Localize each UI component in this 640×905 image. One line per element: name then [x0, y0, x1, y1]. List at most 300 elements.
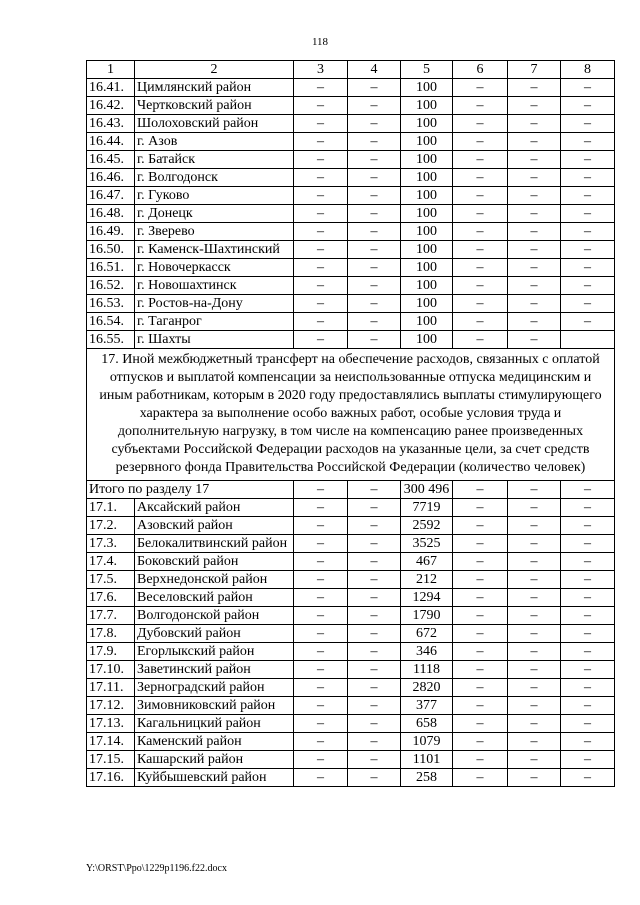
value-c7: –: [508, 607, 561, 625]
value-c4: –: [348, 259, 401, 277]
total-row: [87, 481, 615, 499]
value-c6: –: [453, 535, 508, 553]
value-c6: –: [453, 205, 508, 223]
table-row: [87, 241, 615, 259]
value-c8: –: [561, 241, 615, 259]
table-row: [87, 187, 615, 205]
value-c3: –: [294, 661, 348, 679]
row-number: 17.7.: [87, 607, 135, 625]
value-c5: 1118: [401, 661, 453, 679]
table-row: [87, 313, 615, 331]
municipality-name: г. Таганрог: [135, 313, 294, 331]
municipality-name: Заветинский район: [135, 661, 294, 679]
value-c4: –: [348, 151, 401, 169]
value-c3: –: [294, 259, 348, 277]
value-c6: –: [453, 715, 508, 733]
value-c3: –: [294, 733, 348, 751]
municipality-name: Азовский район: [135, 517, 294, 535]
table-row: [87, 625, 615, 643]
value-c8: –: [561, 277, 615, 295]
column-header: 1: [87, 61, 135, 79]
value-c4: –: [348, 607, 401, 625]
value-c5: 658: [401, 715, 453, 733]
value-c7: –: [508, 715, 561, 733]
value-c7: –: [508, 589, 561, 607]
row-number: 16.50.: [87, 241, 135, 259]
value-c5: 3525: [401, 535, 453, 553]
value-c4: –: [348, 205, 401, 223]
table-row: [87, 715, 615, 733]
value-c7: –: [508, 259, 561, 277]
total-c3: –: [294, 481, 348, 499]
municipality-name: г. Батайск: [135, 151, 294, 169]
table-row: [87, 751, 615, 769]
row-number: 17.9.: [87, 643, 135, 661]
value-c6: –: [453, 187, 508, 205]
value-c6: –: [453, 643, 508, 661]
value-c3: –: [294, 295, 348, 313]
value-c3: –: [294, 241, 348, 259]
value-c7: –: [508, 331, 561, 349]
value-c3: –: [294, 115, 348, 133]
value-c3: –: [294, 223, 348, 241]
table-row: [87, 151, 615, 169]
row-number: 16.45.: [87, 151, 135, 169]
value-c7: –: [508, 661, 561, 679]
value-c8: –: [561, 679, 615, 697]
value-c5: 1079: [401, 733, 453, 751]
total-c7: –: [508, 481, 561, 499]
value-c4: –: [348, 535, 401, 553]
row-number: 17.2.: [87, 517, 135, 535]
municipality-name: г. Волгодонск: [135, 169, 294, 187]
table-row: [87, 169, 615, 187]
value-c5: 1790: [401, 607, 453, 625]
total-c6: –: [453, 481, 508, 499]
municipality-name: Веселовский район: [135, 589, 294, 607]
value-c8: –: [561, 169, 615, 187]
value-c3: –: [294, 97, 348, 115]
value-c4: –: [348, 79, 401, 97]
value-c3: –: [294, 277, 348, 295]
value-c7: –: [508, 97, 561, 115]
value-c3: –: [294, 79, 348, 97]
value-c4: –: [348, 769, 401, 787]
value-c3: –: [294, 571, 348, 589]
value-c5: 377: [401, 697, 453, 715]
table-row: [87, 589, 615, 607]
municipality-name: Чертковский район: [135, 97, 294, 115]
value-c7: –: [508, 751, 561, 769]
value-c3: –: [294, 625, 348, 643]
value-c8: –: [561, 607, 615, 625]
table-row: [87, 115, 615, 133]
value-c6: –: [453, 517, 508, 535]
table-row: [87, 733, 615, 751]
value-c5: 7719: [401, 499, 453, 517]
table-row: [87, 259, 615, 277]
value-c6: –: [453, 679, 508, 697]
row-number: 17.1.: [87, 499, 135, 517]
row-number: 16.41.: [87, 79, 135, 97]
row-number: 16.48.: [87, 205, 135, 223]
value-c6: –: [453, 589, 508, 607]
value-c8: –: [561, 499, 615, 517]
value-c5: 2592: [401, 517, 453, 535]
value-c6: –: [453, 499, 508, 517]
value-c5: 100: [401, 187, 453, 205]
row-number: 16.49.: [87, 223, 135, 241]
value-c3: –: [294, 331, 348, 349]
value-c5: 1294: [401, 589, 453, 607]
value-c6: –: [453, 571, 508, 589]
value-c7: –: [508, 535, 561, 553]
value-c4: –: [348, 313, 401, 331]
value-c5: 100: [401, 223, 453, 241]
table-row: [87, 499, 615, 517]
municipality-name: Куйбышевский район: [135, 769, 294, 787]
value-c7: –: [508, 79, 561, 97]
value-c4: –: [348, 643, 401, 661]
row-number: 16.42.: [87, 97, 135, 115]
value-c7: –: [508, 115, 561, 133]
value-c8: [561, 331, 615, 349]
value-c5: 346: [401, 643, 453, 661]
value-c4: –: [348, 277, 401, 295]
value-c4: –: [348, 169, 401, 187]
value-c6: –: [453, 295, 508, 313]
value-c7: –: [508, 697, 561, 715]
value-c5: 100: [401, 151, 453, 169]
row-number: 16.43.: [87, 115, 135, 133]
row-number: 17.16.: [87, 769, 135, 787]
value-c5: 212: [401, 571, 453, 589]
value-c3: –: [294, 535, 348, 553]
value-c4: –: [348, 133, 401, 151]
row-number: 17.5.: [87, 571, 135, 589]
page-number: 118: [311, 36, 329, 48]
value-c4: –: [348, 115, 401, 133]
value-c5: 467: [401, 553, 453, 571]
value-c6: –: [453, 79, 508, 97]
value-c7: –: [508, 277, 561, 295]
value-c7: –: [508, 553, 561, 571]
value-c6: –: [453, 151, 508, 169]
table-row: [87, 205, 615, 223]
value-c6: –: [453, 115, 508, 133]
table-row: [87, 517, 615, 535]
row-number: 17.4.: [87, 553, 135, 571]
value-c5: 2820: [401, 679, 453, 697]
row-number: 16.54.: [87, 313, 135, 331]
value-c7: –: [508, 205, 561, 223]
municipality-name: Кашарский район: [135, 751, 294, 769]
value-c8: –: [561, 571, 615, 589]
value-c4: –: [348, 589, 401, 607]
table-row: [87, 331, 615, 349]
table-row: [87, 661, 615, 679]
value-c6: –: [453, 769, 508, 787]
value-c7: –: [508, 499, 561, 517]
allocation-table: [86, 60, 615, 787]
municipality-name: Каменский район: [135, 733, 294, 751]
municipality-name: Егорлыкский район: [135, 643, 294, 661]
value-c7: –: [508, 169, 561, 187]
value-c5: 100: [401, 277, 453, 295]
value-c6: –: [453, 223, 508, 241]
value-c3: –: [294, 499, 348, 517]
value-c4: –: [348, 733, 401, 751]
value-c7: –: [508, 571, 561, 589]
row-number: 16.53.: [87, 295, 135, 313]
value-c6: –: [453, 607, 508, 625]
table-row: [87, 79, 615, 97]
value-c8: –: [561, 733, 615, 751]
value-c7: –: [508, 643, 561, 661]
value-c5: 100: [401, 295, 453, 313]
value-c6: –: [453, 241, 508, 259]
column-header: 2: [135, 61, 294, 79]
value-c5: 100: [401, 115, 453, 133]
value-c8: –: [561, 187, 615, 205]
value-c8: –: [561, 535, 615, 553]
value-c7: –: [508, 295, 561, 313]
value-c5: 100: [401, 133, 453, 151]
value-c4: –: [348, 715, 401, 733]
value-c3: –: [294, 151, 348, 169]
municipality-name: Белокалитвинский район: [135, 535, 294, 553]
value-c7: –: [508, 151, 561, 169]
value-c3: –: [294, 517, 348, 535]
table-row: [87, 571, 615, 589]
municipality-name: Зерноградский район: [135, 679, 294, 697]
row-number: 17.12.: [87, 697, 135, 715]
column-header-row: [87, 61, 615, 79]
value-c8: –: [561, 97, 615, 115]
table-row: [87, 769, 615, 787]
value-c8: –: [561, 79, 615, 97]
column-header: 5: [401, 61, 453, 79]
table-row: [87, 97, 615, 115]
value-c5: 100: [401, 205, 453, 223]
value-c5: 100: [401, 79, 453, 97]
row-number: 17.8.: [87, 625, 135, 643]
value-c3: –: [294, 643, 348, 661]
value-c6: –: [453, 553, 508, 571]
value-c4: –: [348, 751, 401, 769]
value-c8: –: [561, 295, 615, 313]
municipality-name: Цимлянский район: [135, 79, 294, 97]
value-c3: –: [294, 187, 348, 205]
value-c5: 100: [401, 241, 453, 259]
value-c7: –: [508, 223, 561, 241]
value-c6: –: [453, 133, 508, 151]
value-c3: –: [294, 169, 348, 187]
value-c8: –: [561, 205, 615, 223]
value-c8: –: [561, 313, 615, 331]
value-c6: –: [453, 277, 508, 295]
municipality-name: Дубовский район: [135, 625, 294, 643]
value-c3: –: [294, 553, 348, 571]
table-row: [87, 553, 615, 571]
value-c4: –: [348, 517, 401, 535]
municipality-name: г. Новочеркасск: [135, 259, 294, 277]
value-c7: –: [508, 769, 561, 787]
value-c8: –: [561, 715, 615, 733]
value-c4: –: [348, 223, 401, 241]
value-c4: –: [348, 679, 401, 697]
value-c6: –: [453, 661, 508, 679]
row-number: 17.6.: [87, 589, 135, 607]
table-row: [87, 643, 615, 661]
column-header: 4: [348, 61, 401, 79]
value-c6: –: [453, 169, 508, 187]
municipality-name: г. Шахты: [135, 331, 294, 349]
value-c6: –: [453, 259, 508, 277]
value-c7: –: [508, 133, 561, 151]
value-c3: –: [294, 589, 348, 607]
file-path-footer: Y:\ORST\Ppo\1229p1196.f22.docx: [86, 863, 227, 874]
table-row: [87, 295, 615, 313]
value-c5: 672: [401, 625, 453, 643]
value-c3: –: [294, 769, 348, 787]
value-c5: 100: [401, 169, 453, 187]
municipality-name: Зимовниковский район: [135, 697, 294, 715]
row-number: 16.44.: [87, 133, 135, 151]
value-c4: –: [348, 97, 401, 115]
value-c8: –: [561, 751, 615, 769]
row-number: 17.3.: [87, 535, 135, 553]
section-17-title: 17. Иной межбюджетный трансферт на обеспечение расходов, связанных с оплатой отпусков и выплатой компенсации за неиспользованные отпуска медицинским и иным работникам, которым в 2020 году предоставлялись выплаты стимулирующего характера за выполнение особо важных работ, особые условия труда и дополнительную нагрузку, в том числе на компенсацию ранее произведенных субъектами Российской Федерации расходов на указанные цели, за счет средств резервного фонда Правительства Российской Федерации (количество человек): [87, 349, 615, 481]
value-c6: –: [453, 625, 508, 643]
value-c6: –: [453, 313, 508, 331]
value-c5: 1101: [401, 751, 453, 769]
value-c4: –: [348, 571, 401, 589]
value-c8: –: [561, 769, 615, 787]
value-c5: 100: [401, 313, 453, 331]
municipality-name: Шолоховский район: [135, 115, 294, 133]
value-c4: –: [348, 661, 401, 679]
column-header: 8: [561, 61, 615, 79]
row-number: 17.15.: [87, 751, 135, 769]
municipality-name: Кагальницкий район: [135, 715, 294, 733]
value-c7: –: [508, 313, 561, 331]
value-c5: 100: [401, 331, 453, 349]
table-row: [87, 607, 615, 625]
row-number: 17.14.: [87, 733, 135, 751]
column-header: 6: [453, 61, 508, 79]
section-header-row: [87, 349, 615, 481]
table-row: [87, 133, 615, 151]
municipality-name: г. Ростов-на-Дону: [135, 295, 294, 313]
municipality-name: Боковский район: [135, 553, 294, 571]
value-c4: –: [348, 187, 401, 205]
row-number: 17.11.: [87, 679, 135, 697]
municipality-name: г. Гуково: [135, 187, 294, 205]
value-c3: –: [294, 679, 348, 697]
value-c8: –: [561, 517, 615, 535]
value-c4: –: [348, 241, 401, 259]
value-c3: –: [294, 697, 348, 715]
municipality-name: г. Каменск-Шахтинский: [135, 241, 294, 259]
value-c5: 258: [401, 769, 453, 787]
value-c6: –: [453, 97, 508, 115]
row-number: 16.47.: [87, 187, 135, 205]
value-c3: –: [294, 751, 348, 769]
value-c8: –: [561, 133, 615, 151]
value-c8: –: [561, 223, 615, 241]
row-number: 17.10.: [87, 661, 135, 679]
row-number: 16.46.: [87, 169, 135, 187]
value-c3: –: [294, 205, 348, 223]
value-c6: –: [453, 751, 508, 769]
municipality-name: г. Азов: [135, 133, 294, 151]
value-c3: –: [294, 313, 348, 331]
municipality-name: г. Донецк: [135, 205, 294, 223]
value-c5: 100: [401, 97, 453, 115]
value-c7: –: [508, 733, 561, 751]
total-c5: 300 496: [401, 481, 453, 499]
value-c8: –: [561, 661, 615, 679]
value-c8: –: [561, 589, 615, 607]
value-c5: 100: [401, 259, 453, 277]
table-row: [87, 223, 615, 241]
value-c7: –: [508, 241, 561, 259]
value-c8: –: [561, 115, 615, 133]
value-c4: –: [348, 295, 401, 313]
value-c4: –: [348, 331, 401, 349]
municipality-name: г. Новошахтинск: [135, 277, 294, 295]
row-number: 17.13.: [87, 715, 135, 733]
value-c4: –: [348, 499, 401, 517]
column-header: 3: [294, 61, 348, 79]
value-c7: –: [508, 517, 561, 535]
total-c4: –: [348, 481, 401, 499]
value-c8: –: [561, 151, 615, 169]
total-label: Итого по разделу 17: [87, 481, 294, 499]
value-c6: –: [453, 697, 508, 715]
table-row: [87, 277, 615, 295]
value-c8: –: [561, 259, 615, 277]
value-c8: –: [561, 643, 615, 661]
value-c8: –: [561, 697, 615, 715]
value-c7: –: [508, 679, 561, 697]
value-c8: –: [561, 625, 615, 643]
column-header: 7: [508, 61, 561, 79]
value-c3: –: [294, 133, 348, 151]
table-row: [87, 535, 615, 553]
table-row: [87, 697, 615, 715]
municipality-name: Аксайский район: [135, 499, 294, 517]
value-c3: –: [294, 607, 348, 625]
value-c4: –: [348, 697, 401, 715]
value-c7: –: [508, 625, 561, 643]
value-c7: –: [508, 187, 561, 205]
row-number: 16.55.: [87, 331, 135, 349]
municipality-name: г. Зверево: [135, 223, 294, 241]
table-row: [87, 679, 615, 697]
row-number: 16.52.: [87, 277, 135, 295]
value-c6: –: [453, 331, 508, 349]
total-c8: –: [561, 481, 615, 499]
value-c4: –: [348, 553, 401, 571]
row-number: 16.51.: [87, 259, 135, 277]
municipality-name: Волгодонской район: [135, 607, 294, 625]
value-c3: –: [294, 715, 348, 733]
value-c4: –: [348, 625, 401, 643]
municipality-name: Верхнедонской район: [135, 571, 294, 589]
value-c6: –: [453, 733, 508, 751]
